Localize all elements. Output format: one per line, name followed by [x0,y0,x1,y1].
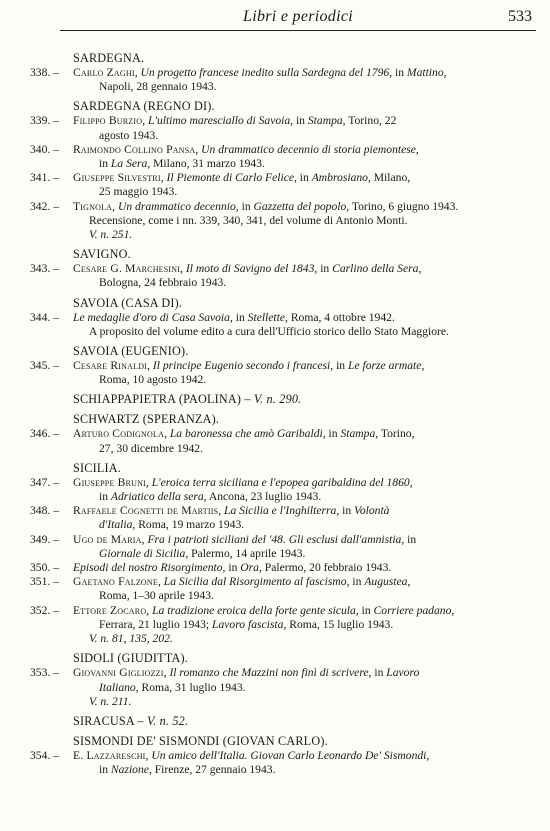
cross-reference: V. n. 81, 135, 202. [89,632,173,646]
section-heading-text: SAVOIA (EUGENIO). [73,344,189,359]
entry-text: , in [330,359,348,373]
entry-text: , [157,575,164,589]
entry-number: 352. – [30,603,59,617]
entry-text: , in [229,310,248,324]
entry-number: 338. – [30,66,59,79]
entry-text: , Roma, 19 marzo 1943. [132,518,245,532]
entry-line [73,262,534,276]
author-name: Filippo Burzio [73,114,143,128]
entry-continuation-line [73,276,534,290]
bibliography-section [30,246,534,290]
cross-reference: V. n. 211. [89,694,132,708]
entry-text: , in [222,561,241,575]
italic-title: La Sera [110,157,148,171]
entry-text: , [112,199,118,213]
entry-line [73,311,534,325]
bibliography-entry [30,666,534,709]
entry-text: , [195,142,202,156]
section-heading [73,343,534,359]
entry-text: agosto 1943. [99,128,159,142]
entry-line [73,504,534,518]
section-heading [73,98,534,114]
entry-number: 346. – [30,427,59,441]
author-name: Giuseppe Bruni [73,475,146,489]
entry-text: , [134,66,141,79]
italic-title: Un progetto francese inedito sulla Sardegna del 1796 [140,66,390,79]
author-name: Arturo Codignola [73,427,165,441]
entry-text: Roma, 1–30 aprile 1943. [99,589,214,603]
italic-title: Il principe Eugenio secondo i francesi [152,359,331,373]
entry-number: 351. – [30,575,59,589]
bibliography-entry [30,114,534,142]
author-name: Tignola [73,199,113,213]
entry-continuation-line [73,80,534,94]
entry-number: 340. – [30,142,59,156]
author-name: E. Lazzareschi [73,748,146,762]
entry-continuation-line [73,547,534,561]
entry-text: , [163,666,170,680]
section-heading [73,411,534,427]
bibliography-section [30,650,534,709]
italic-title: Lavoro [386,666,420,680]
section-heading-text: SAVOIA (CASA DI). [73,295,183,310]
bibliography-section [30,50,534,94]
entry-number: 339. – [30,114,59,128]
bibliography-section [30,98,534,242]
section-heading [73,460,534,476]
italic-title: Stellette [247,310,286,324]
entry-text: in [99,157,111,171]
entry-text: Ferrara, 21 luglio 1943; [99,617,213,631]
entry-line [73,476,534,490]
entry-text: , Milano, 31 marzo 1943. [147,157,265,171]
bibliography-section [30,713,534,729]
italic-title: Il romanzo che Mazzini non finì di scrivere [169,666,369,680]
entry-text: , Torino, 6 giugno 1943. [346,199,459,213]
entry-number: 348. – [30,504,59,518]
italic-title: Ora [240,561,259,575]
entry-text: , Palermo, 20 febbraio 1943. [258,561,392,575]
entry-line [73,533,534,547]
bibliography-entry [30,749,534,777]
italic-title: Le forze armate [348,359,422,373]
entry-text: , in [314,262,333,276]
bibliography-entry [30,66,534,94]
entry-text: , [409,475,413,489]
author-name: Gaetano Falzone [73,575,158,589]
entry-line [73,666,534,680]
entry-continuation-line [73,763,534,777]
bibliography-entry [30,504,534,532]
section-heading-text: SARDEGNA. [73,51,145,65]
entry-text: , [218,504,225,518]
italic-title: Un drammatico decennio [117,199,236,213]
bibliography-entry [30,476,534,504]
author-name: Raimondo Collino Pansa [73,142,196,156]
cross-reference: V. n. 290. [253,392,302,407]
italic-title: La baronessa che amò Garibaldi [169,427,323,441]
italic-title: La Sicilia dal Risorgimento al fascismo [163,575,347,589]
section-heading-text: SARDEGNA (REGNO DI). [73,99,215,114]
italic-title: Carlino della Sera [332,262,419,276]
entry-continuation-line [73,185,534,199]
entry-line [73,427,534,441]
section-heading-text: SIRACUSA – [73,713,144,728]
entry-text: , [147,359,153,373]
italic-title: Fra i patrioti siciliani del '48. Gli esclusi dall'amnistia [147,532,402,546]
entry-text: 27, 30 dicembre 1942. [99,441,203,455]
bibliography-section [30,733,534,777]
author-name: Ettore Zocaro [73,603,147,617]
bibliography-entry [30,575,534,603]
entry-line [73,359,534,373]
entry-text: , in [294,171,312,185]
entry-text: , Palermo, 14 aprile 1943. [185,546,306,560]
entry-line [73,66,534,80]
italic-title: Mattino [406,66,444,79]
italic-title: Volontà [354,504,390,518]
section-heading [73,50,534,66]
entry-number: 347. – [30,475,59,489]
bibliography-entry [30,143,534,171]
italic-title: Lavoro fascista [212,617,284,631]
italic-title: Stampa [307,114,343,128]
entry-text: , Torino, [375,427,415,441]
bibliography-section [30,460,534,646]
author-name: Giuseppe Silvestri [73,171,161,185]
italic-title: Gazzetta del popolo [253,199,347,213]
entry-text: , Roma, 31 luglio 1943. [135,680,246,694]
entry-continuation-line [73,589,534,603]
author-name: Giovanni Gigliozzi [73,666,164,680]
section-heading [73,650,534,666]
entry-text: , in [389,66,407,79]
bibliography-section [30,295,534,339]
entry-text: 25 maggio 1943. [99,185,178,199]
italic-title: Ambrosiano [311,171,368,185]
section-heading [73,295,534,311]
entry-text: , Milano, [367,171,411,185]
entry-text: , in [235,199,254,213]
entry-number: 353. – [30,666,59,680]
entry-text: , [451,603,455,617]
bibliography-entry [30,359,534,387]
italic-title: Nazione [110,763,149,777]
entry-text: , [407,575,411,589]
entry-line [73,143,534,157]
author-name: Cesare Rinaldi [73,359,148,373]
bibliography-entry [30,604,534,647]
entry-number: 341. – [30,171,59,185]
italic-title: Giornale di Sicilia [99,546,186,560]
entry-text: , [145,475,152,489]
entry-text: , [180,262,186,276]
section-heading-text: SIDOLI (GIUDITTA). [73,651,188,666]
entry-line [73,575,534,589]
entry-text: , [145,748,152,762]
entry-number: 349. – [30,532,59,546]
entry-text: , [415,142,419,156]
entry-number: 344. – [30,310,59,324]
entry-text: , Ancona, 23 luglio 1943. [203,490,322,504]
entry-number: 354. – [30,748,59,762]
entry-text: , Roma, 15 luglio 1943. [283,617,394,631]
italic-title: Le medaglie d'oro di Casa Savoia [73,310,230,324]
italic-title: Corriere padano [373,603,452,617]
entry-text: , [426,748,430,762]
entry-text: , Roma, 4 ottobre 1942. [285,310,395,324]
entry-number: 345. – [30,359,59,373]
cross-reference: V. n. 52. [147,713,189,728]
entry-continuation-line [73,518,534,532]
italic-title: Augustea [364,575,408,589]
entry-number: 342. – [30,199,59,213]
author-name: Carlo Zaghi [73,66,135,79]
author-name: Cesare G. Marchesini [73,262,181,276]
entry-text: in [99,763,111,777]
cross-reference: V. n. 251. [89,228,133,242]
entry-continuation-line [73,157,534,171]
running-title: Libri e periodici [243,8,353,25]
bibliography-entry [30,311,534,339]
italic-title: d'Italia [99,518,133,532]
bibliography-entry [30,200,534,243]
entry-text: Roma, 10 agosto 1942. [99,373,207,387]
entry-text: , [443,66,447,79]
entry-continuation-line [73,442,534,456]
entry-note: Recensione, come i nn. 339, 340, 341, del volume di Antonio Monti. [89,213,408,227]
section-heading-text: SAVIGNO. [73,247,131,262]
entry-text: in [99,490,111,504]
entry-text: , in [401,532,417,546]
bibliography-section [30,343,534,387]
italic-title: L'ultimo maresciallo di Savoia [148,114,291,128]
italic-title: Stampa [340,427,376,441]
entry-text: , [164,427,170,441]
italic-title: Il moto di Savigno del 1843 [185,262,315,276]
italic-title: Italiano [99,680,136,694]
entry-continuation-line [73,490,534,504]
italic-title: Un drammatico decennio di storia piemontese [201,142,416,156]
section-heading [73,713,534,729]
entry-text: , Firenze, 27 gennaio 1943. [148,763,276,777]
author-name: Ugo de Maria [73,532,142,546]
italic-title: La Sicilia e l'Inghilterra [224,504,337,518]
entry-text: , [141,532,148,546]
entry-text: Bologna, 24 febbraio 1943. [99,276,227,290]
entry-text: , [418,262,422,276]
bibliography-section [30,391,534,407]
section-heading [73,391,534,407]
bibliography-entry [30,262,534,290]
author-name: Raffaele Cognetti de Martiis [73,504,219,518]
section-heading-text: SCHIAPPAPIETRA (PAOLINA) – [73,392,251,407]
section-heading-text: SISMONDI DE' SISMONDI (GIOVAN CARLO). [73,733,328,748]
italic-title: Il Piemonte di Carlo Felice [166,171,294,185]
entry-line [73,114,534,128]
entry-line [73,604,534,618]
entry-line [73,561,534,575]
entry-text: Napoli, 28 gennaio 1943. [99,80,217,94]
italic-title: Episodi del nostro Risorgimento [73,561,223,575]
section-heading [73,733,534,749]
entry-text: , in [322,427,341,441]
entry-number: 343. – [30,262,59,276]
italic-title: Adriatico della sera [110,490,204,504]
bibliography-section [30,411,534,455]
entry-note: A proposito del volume edito a cura dell'Ufficio storico dello Stato Maggiore. [89,324,449,338]
italic-title: L'eroica terra siciliana e l'epopea garibaldina del 1860 [151,475,410,489]
entry-text: , in [290,114,308,128]
entry-text: , Torino, 22 [342,114,397,128]
bibliography-list [30,50,534,777]
entry-text: , in [355,603,374,617]
bibliography-entry [30,561,534,575]
entry-number: 350. – [30,561,59,575]
entry-text: , [146,603,153,617]
entry-continuation-line [73,373,534,387]
section-heading-text: SCHWARTZ (SPERANZA). [73,412,220,427]
entry-continuation-line [73,681,534,695]
italic-title: Un amico dell'Italia. Giovan Carlo Leonardo De' Sismondi [151,748,427,762]
running-header [60,8,536,31]
entry-continuation-line [73,618,534,632]
section-heading [73,246,534,262]
entry-text: , [421,359,425,373]
bibliography-entry [30,533,534,561]
italic-title: La tradizione eroica della forte gente sicula [152,603,356,617]
section-heading-text: SICILIA. [73,460,121,475]
bibliography-entry [30,171,534,199]
page-number: 533 [508,8,532,25]
entry-text: , [142,114,149,128]
bibliography-entry [30,427,534,455]
entry-line [73,749,534,763]
entry-text: , in [368,666,387,680]
entry-text: , [160,171,167,185]
entry-text: , in [336,504,355,518]
entry-line [73,171,534,185]
entry-text: , in [346,575,365,589]
entry-continuation-line [73,129,534,143]
entry-line [73,200,534,214]
